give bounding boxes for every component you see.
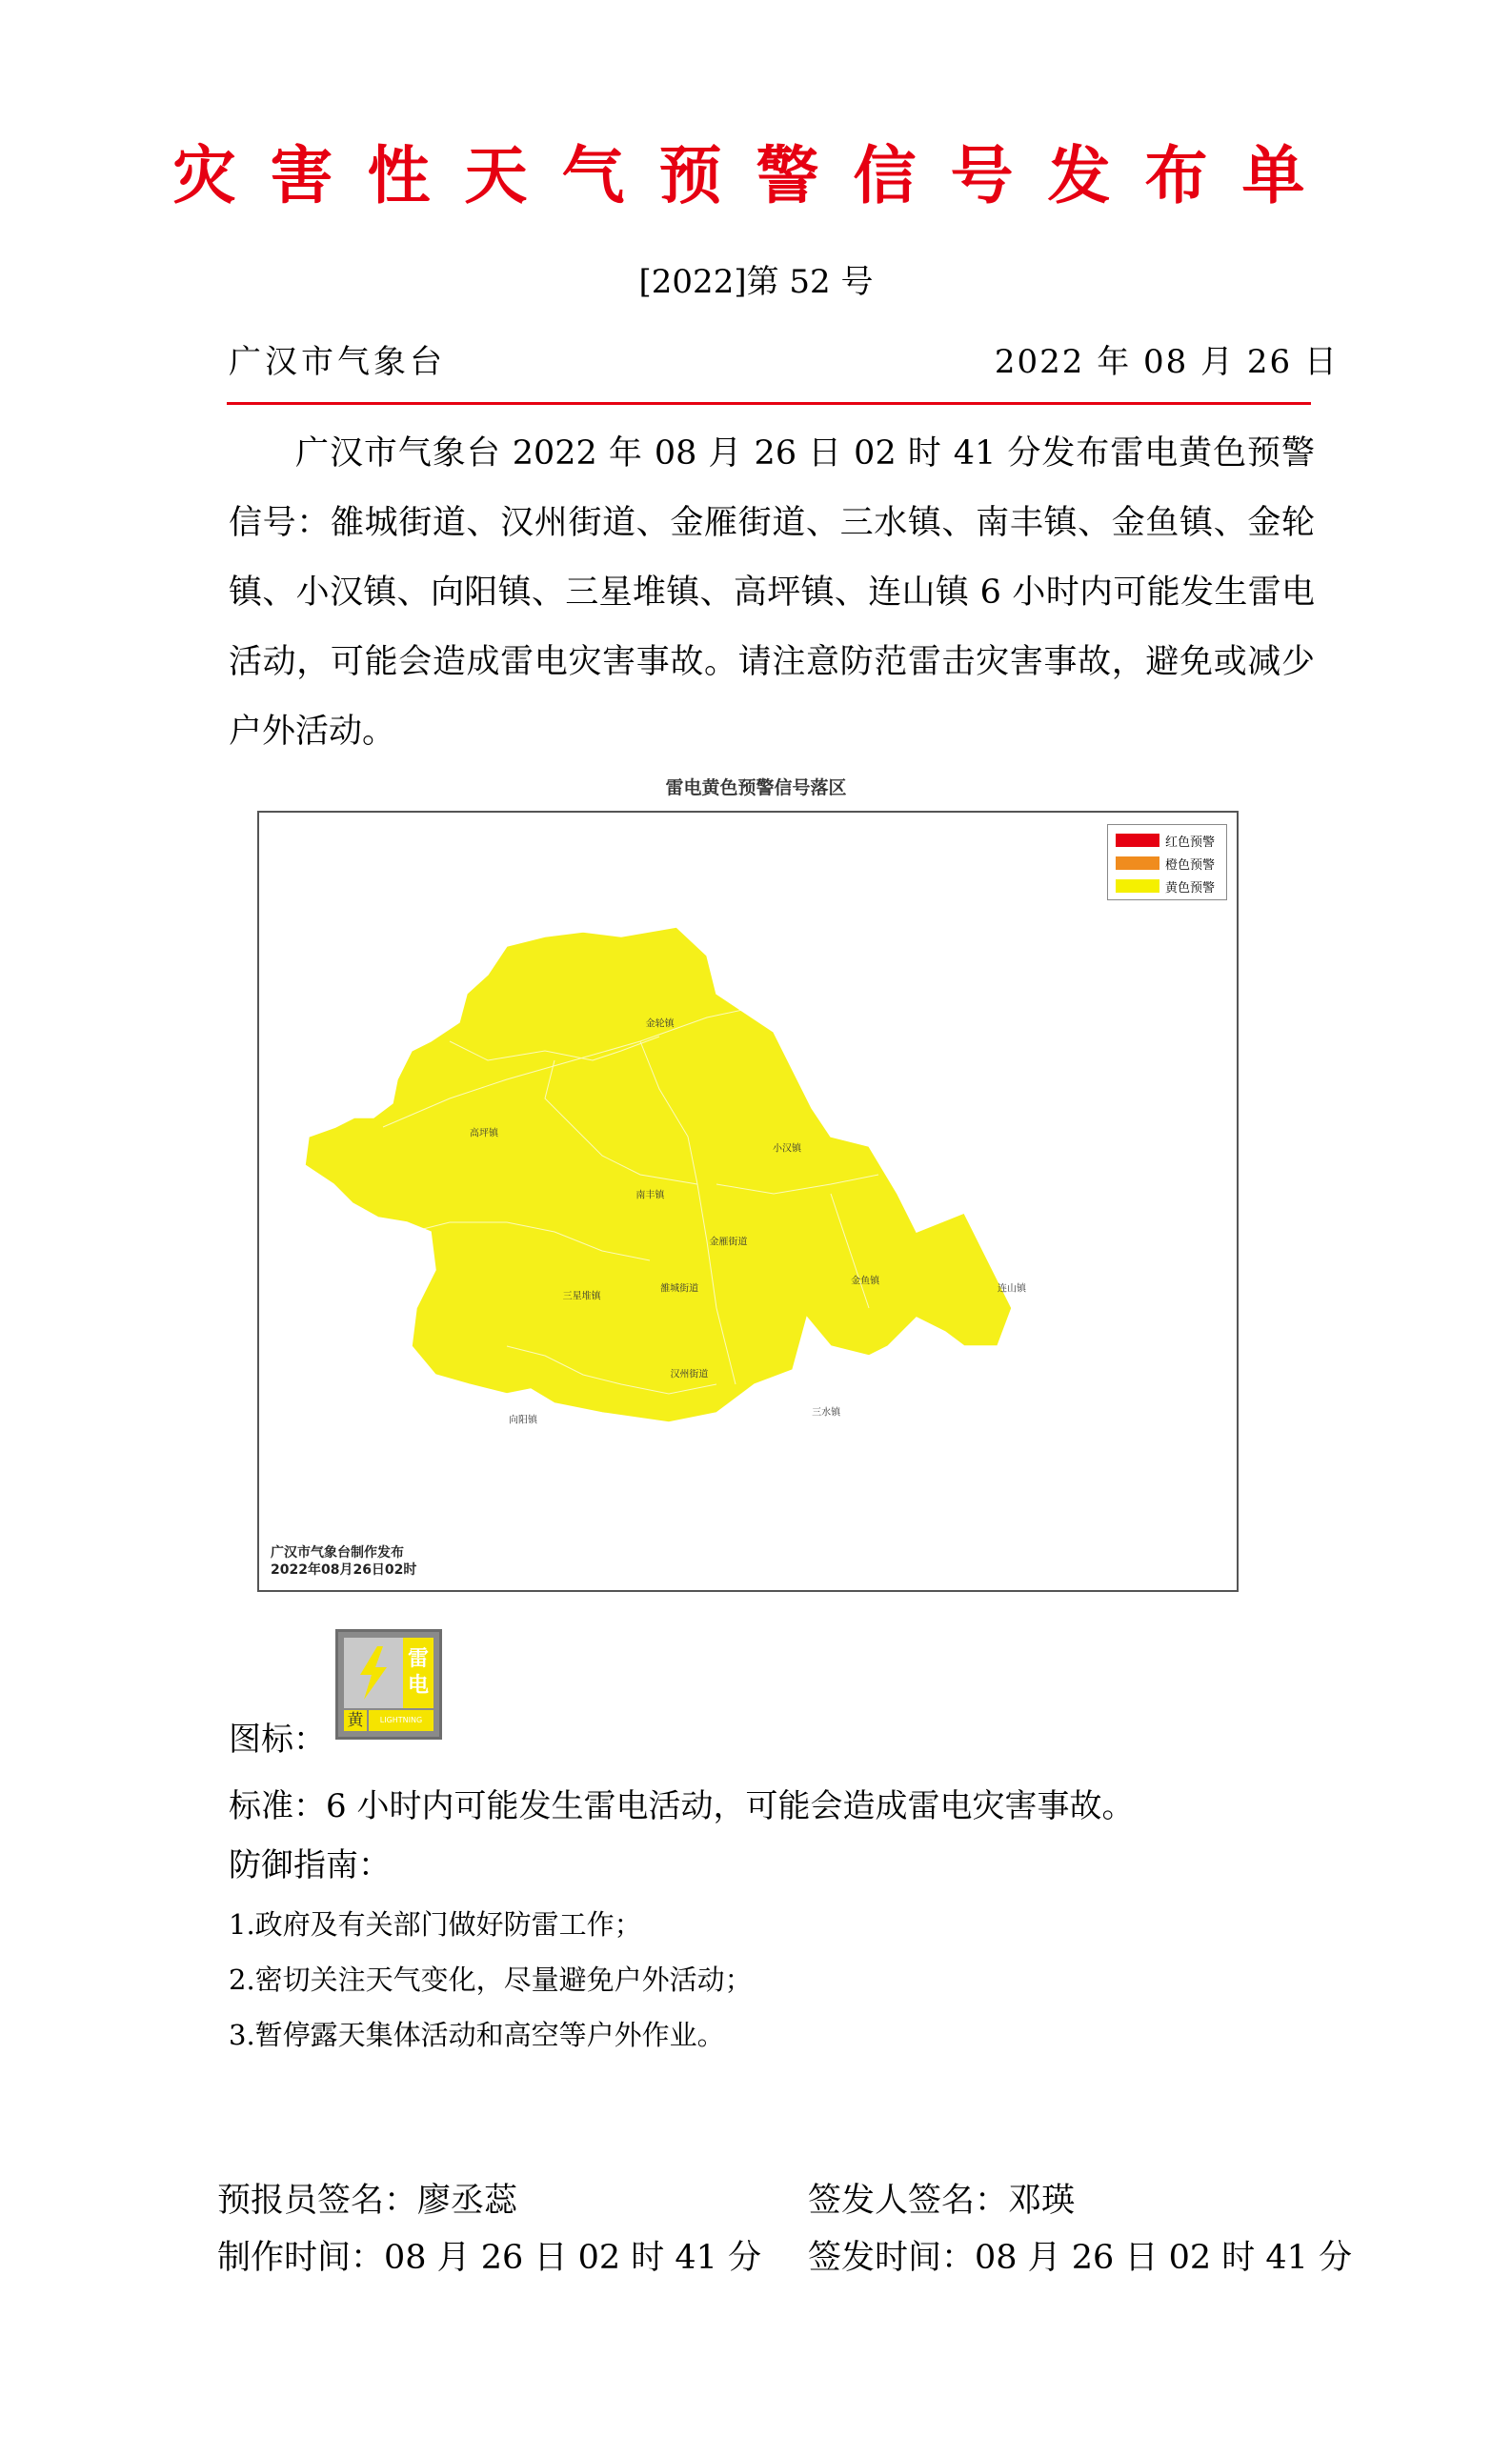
legend-yellow — [1116, 875, 1226, 897]
defense-guide-item: 1.政府及有关部门做好防雷工作； — [229, 1908, 642, 1941]
map-credit — [271, 1544, 416, 1579]
make-time: 制作时间：08 月 26 日 02 时 41 分 — [217, 2239, 762, 2277]
town-label: 向阳镇 — [509, 1415, 538, 1426]
issuer-name: 广汉市气象台 — [229, 343, 446, 381]
town-label: 三水镇 — [812, 1407, 841, 1419]
forecaster-signature: 预报员签名：廖丞蕊 — [217, 2182, 518, 2220]
town-label: 雒城街道 — [660, 1283, 699, 1295]
town-label: 南丰镇 — [635, 1190, 665, 1201]
issuer-signature: 签发人签名：邓瑛 — [808, 2182, 1076, 2220]
signal-char: 雷 — [407, 1647, 429, 1671]
map-region-svg — [259, 813, 1237, 1590]
legend-swatch — [1116, 856, 1159, 870]
document-number: [2022]第 52 号 — [638, 263, 874, 301]
bolt-icon — [354, 1644, 393, 1702]
legend-red — [1116, 829, 1226, 852]
icon-label: 图标： — [229, 1721, 326, 1759]
guanghan-region — [305, 927, 1012, 1422]
map-title: 雷电黄色预警信号落区 — [665, 777, 847, 798]
signal-color-char: 黄 — [344, 1710, 367, 1731]
legend-swatch — [1116, 879, 1159, 893]
warning-body-text: 广汉市气象台 2022 年 08 月 26 日 02 时 41 分发布雷电黄色预警信号：雒城街道、汉州街道、金雁街道、三水镇、南丰镇、金鱼镇、金轮镇、小汉镇、向阳镇、三星堆镇、高坪镇、连山镇 6 小时内可能发生雷电活动，可能会造成雷电灾害事故。请注意防范雷击灾害事故，避免或减少户外活动。 — [229, 434, 1315, 751]
signal-english: LIGHTNING — [369, 1710, 433, 1731]
map-credit-time: 2022年08月26日02时 — [271, 1562, 417, 1578]
defense-guide-title: 防御指南： — [229, 1846, 391, 1884]
warning-map — [257, 811, 1239, 1592]
red-divider — [227, 402, 1311, 405]
map-legend — [1107, 824, 1227, 900]
legend-swatch — [1116, 834, 1159, 847]
town-label: 金轮镇 — [645, 1018, 675, 1030]
legend-label: 黄色预警 — [1165, 880, 1216, 896]
legend-label: 橙色预警 — [1165, 857, 1216, 873]
issue-date: 2022 年 08 月 26 日 — [994, 343, 1339, 381]
town-label: 金雁街道 — [709, 1237, 748, 1248]
town-label: 连山镇 — [998, 1283, 1027, 1295]
legend-label: 红色预警 — [1165, 835, 1216, 850]
town-label: 汉州街道 — [670, 1369, 709, 1380]
signal-standard: 标准：6 小时内可能发生雷电活动，可能会造成雷电灾害事故。 — [229, 1787, 1135, 1825]
town-label: 三星堆镇 — [562, 1291, 601, 1302]
defense-guide-item: 3.暂停露天集体活动和高空等户外作业。 — [229, 2019, 725, 2051]
map-credit-line: 广汉市气象台制作发布 — [271, 1545, 404, 1561]
lightning-bolt-icon — [344, 1638, 403, 1708]
defense-guide-item: 2.密切关注天气变化，尽量避免户外活动； — [229, 1964, 753, 1996]
town-label: 金鱼镇 — [851, 1276, 880, 1287]
issue-time: 签发时间：08 月 26 日 02 时 41 分 — [808, 2239, 1353, 2277]
town-label: 小汉镇 — [773, 1143, 802, 1155]
document-title: 灾害性天气预警信号发布单 — [172, 139, 1340, 212]
town-label: 高坪镇 — [469, 1128, 498, 1139]
signal-name — [403, 1638, 433, 1708]
lightning-signal-icon — [335, 1629, 442, 1740]
signal-char: 电 — [407, 1674, 429, 1698]
legend-orange — [1116, 852, 1226, 875]
